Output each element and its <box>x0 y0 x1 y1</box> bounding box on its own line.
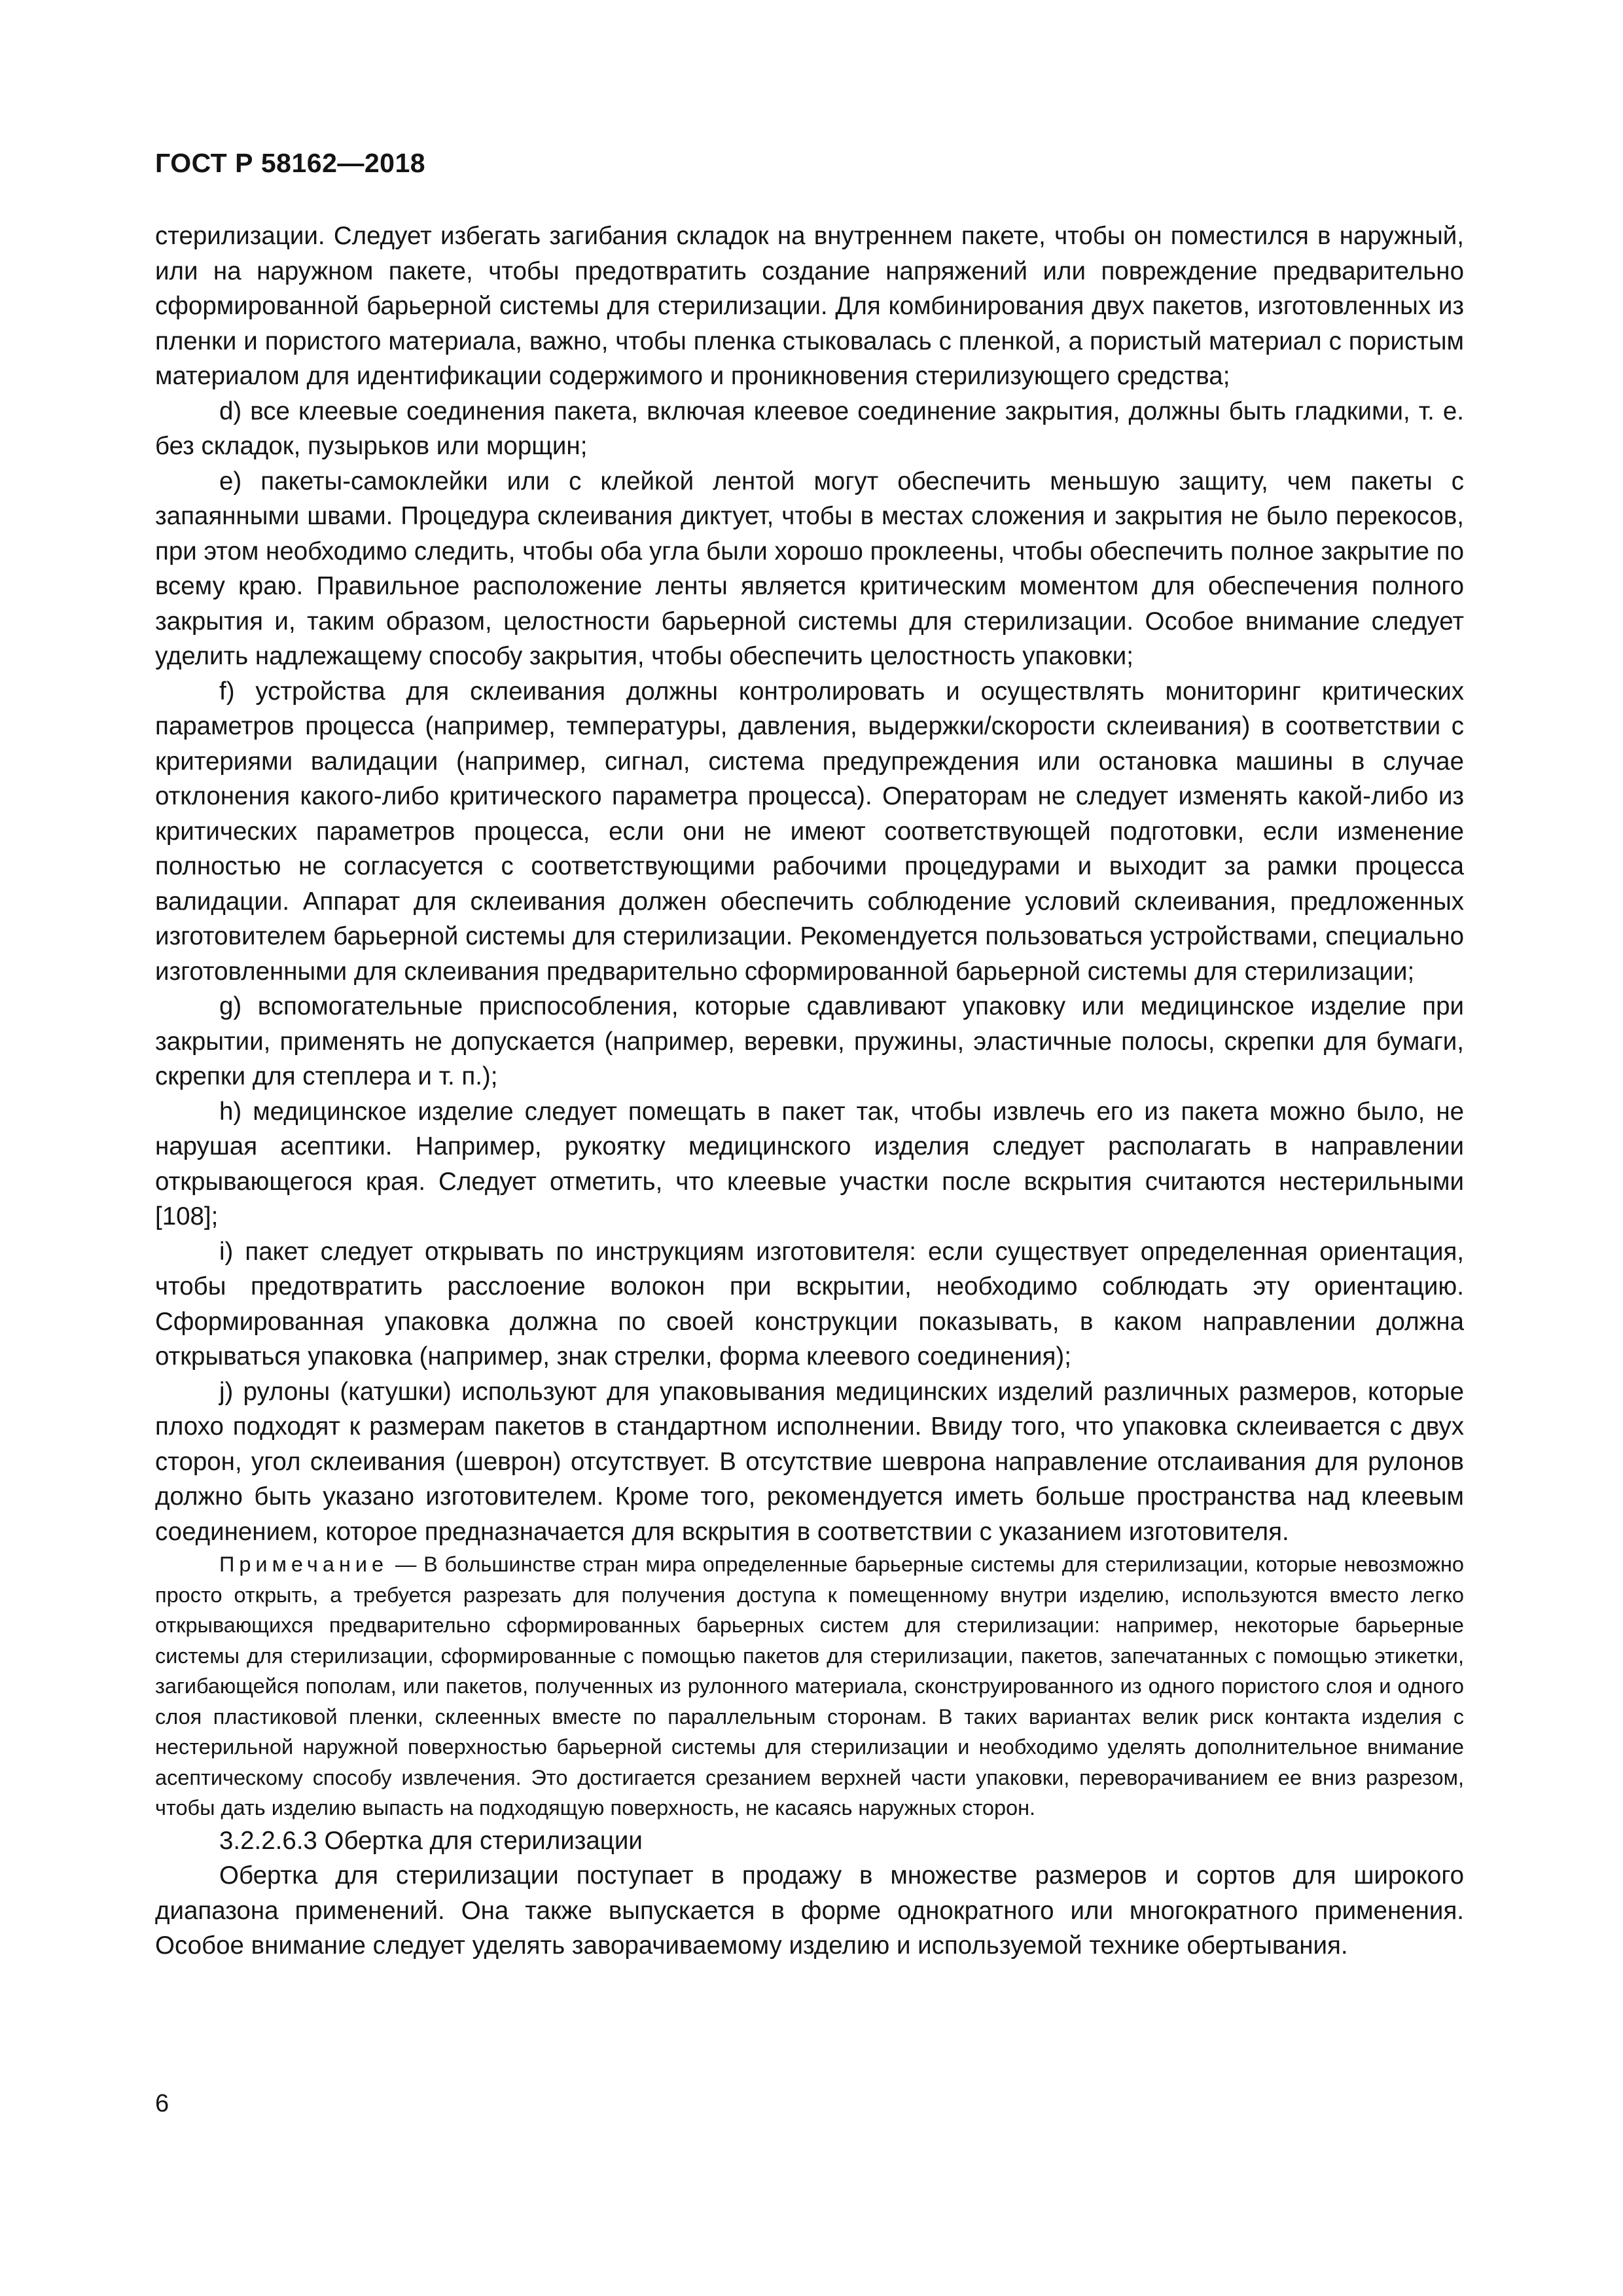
section-paragraph: Обертка для стерилизации поступает в продажу в множестве размеров и сортов для широкого диапазона применений. Она также выпускается в форме однократного или многократного применения. Особое внимание следует уделять заворачиваемому изделию и используемой технике обертывания. <box>155 1861 1464 1960</box>
document-header: ГОСТ Р 58162—2018 <box>155 148 426 178</box>
list-item-h: h) медицинское изделие следует помещать в пакет так, чтобы извлечь его из пакета можно было, не нарушая асептики. Например, рукоятку медицинского изделия следует располагать в направлении открывающегося края. Следует отметить, что клеевые участки после вскрытия считаются нестерильными [108]; <box>155 1097 1464 1230</box>
document-body <box>155 219 1464 1964</box>
note-label: Примечание <box>219 1552 389 1576</box>
section-heading: 3.2.2.6.3 Обертка для стерилизации <box>219 1826 643 1855</box>
list-item-e: e) пакеты-самоклейки или с клейкой лентой могут обеспечить меньшую защиту, чем пакеты с запаянными швами. Процедура склеивания диктует, чтобы в местах сложения и закрытия не было перекосов, при этом необходимо следить, чтобы оба угла были хорошо проклеены, чтобы обеспечить полное закрытие по всему краю. Правильное расположение ленты является критическим моментом для обеспечения полного закрытия и, таким образом, целостности барьерной системы для стерилизации. Особое внимание следует уделить надлежащему способу закрытия, чтобы обеспечить целостность упаковки; <box>155 467 1464 670</box>
paragraph-continuation: стерилизации. Следует избегать загибания складок на внутреннем пакете, чтобы он поместился в наружный, или на наружном пакете, чтобы предотвратить создание напряжений или повреждение предварительно сформированной барьерной системы для стерилизации. Для комбинирования двух пакетов, изготовленных из пленки и пористого материала, важно, чтобы пленка стыковалась с пленкой, а пористый материал с пористым материалом для идентификации содержимого и проникновения стерилизующего средства; <box>155 222 1464 390</box>
note-block <box>155 1549 1464 1823</box>
list-item-d: d) все клеевые соединения пакета, включая клеевое соединение закрытия, должны быть гладкими, т. е. без складок, пузырьков или морщин; <box>155 397 1464 460</box>
page-number: 6 <box>155 2090 169 2117</box>
list-item-i: i) пакет следует открывать по инструкциям изготовителя: если существует определенная ориентация, чтобы предотвратить расслоение волокон при вскрытии, необходимо соблюдать эту ориентацию. Сформированная упаковка должна по своей конструкции показывать, в каком направлении должна открываться упаковка (например, знак стрелки, форма клеевого соединения); <box>155 1237 1464 1371</box>
list-item-j: j) рулоны (катушки) используют для упаковывания медицинских изделий различных размеров, которые плохо подходят к размерам пакетов в стандартном исполнении. Ввиду того, что упаковка склеивается с двух сторон, угол склеивания (шеврон) отсутствует. В отсутствие шеврона направление отслаивания для рулонов должно быть указано изготовителем. Кроме того, рекомендуется иметь больше пространства над клеевым соединением, которое предназначается для вскрытия в соответствии с указанием изготовителя. <box>155 1377 1464 1546</box>
list-item-f: f) устройства для склеивания должны контролировать и осуществлять мониторинг критических параметров процесса (например, температуры, давления, выдержки/скорости склеивания) в соответствии с критериями валидации (например, сигнал, система предупреждения или остановка машины в случае отклонения какого-либо критического параметра процесса). Операторам не следует изменять какой-либо из критических параметров процесса, если они не имеют соответствующей подготовки, если изменение полностью не согласуется с соответствующими рабочими процедурами и выходит за рамки процесса валидации. Аппарат для склеивания должен обеспечить соблюдение условий склеивания, предложенных изготовителем барьерной системы для стерилизации. Рекомендуется пользоваться устройствами, специально изготовленными для склеивания предварительно сформированной барьерной системы для стерилизации; <box>155 677 1464 986</box>
list-item-g: g) вспомогательные приспособления, которые сдавливают упаковку или медицинское изделие при закрытии, применять не допускается (например, веревки, пружины, эластичные полосы, скрепки для бумаги, скрепки для степлера и т. п.); <box>155 992 1464 1090</box>
note-text: — В большинстве стран мира определенные барьерные системы для стерилизации, которые невозможно просто открыть, а требуется разрезать для получения доступа к помещенному внутри изделию, используются вместо легко открывающихся предварительно сформированных барьерных систем для стерилизации: например, некоторые барьерные системы для стерилизации, сформированные с помощью пакетов для стерилизации, пакетов, запечатанных с помощью этикетки, загибающейся пополам, или пакетов, полученных из рулонного материала, сконструированного из одного пористого слоя и одного слоя пластиковой пленки, склеенных вместе по параллельным сторонам. В таких вариантах велик риск контакта изделия с нестерильной наружной поверхностью барьерной системы для стерилизации и необходимо уделять дополнительное внимание асептическому способу извлечения. Это достигается срезанием верхней части упаковки, переворачиванием ее вниз разрезом, чтобы дать изделию выпасть на подходящую поверхность, не касаясь наружных сторон. <box>155 1552 1464 1820</box>
